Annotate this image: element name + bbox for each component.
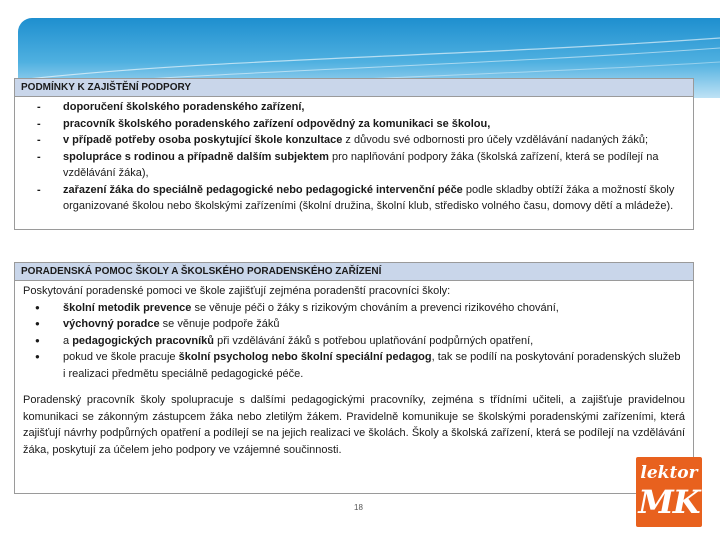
lektor-mk-logo xyxy=(636,457,702,527)
list-item: - v případě potřeby osoba poskytující škole konzultace z důvodu své odbornosti pro účely vzdělávání nadaných žáků; xyxy=(23,132,685,149)
counseling-intro: Poskytování poradenské pomoci ve škole zajišťují zejména poradenští pracovníci školy: xyxy=(23,285,451,297)
logo-text-bottom: MK xyxy=(638,483,700,521)
support-conditions-box xyxy=(14,78,694,230)
list-item: - spolupráce s rodinou a případně dalším subjektem pro naplňování podpory žáka (školská zařízení, která se podílejí na vzdělávání žáka), xyxy=(23,149,685,182)
logo-text-top: lektor xyxy=(640,463,698,483)
list-item: ● a pedagogických pracovníků při vzdělávání žáků s potřebou uplatňování podpůrných opatření, xyxy=(23,333,685,350)
list-item: - doporučení školského poradenského zařízení, xyxy=(23,99,685,116)
list-item: ● školní metodik prevence se věnuje péči o žáky s rizikovým chováním a prevenci rizikového chování, xyxy=(23,300,685,317)
list-item: ● pokud ve škole pracuje školní psycholog nebo školní speciální pedagog, tak se podílí na poskytování poradenských služeb i realizaci předmětu speciálně pedagogické péče. xyxy=(23,349,685,382)
list-item: - pracovník školského poradenského zařízení odpovědný za komunikaci se školou, xyxy=(23,116,685,133)
counseling-paragraph: Poradenský pracovník školy spolupracuje s dalšími pedagogickými pracovníky, zejména s třídními učiteli, a zajišťuje pravidelnou komunikaci se zákonným zástupcem žáka nebo zletilým žákem. Pravidelně komunikuje se školskými poradenskými zařízeními, která zajišťují návrhy podpůrných opatření a podílejí se na jejich realizaci ve školách. Školy a školská zařízení, která se podílejí na vzdělávání žáka, poskytují za účelem jeho podpory ve vzájemné součinnosti. xyxy=(23,394,685,456)
counseling-list xyxy=(23,300,685,383)
counseling-support-header: PORADENSKÁ POMOC ŠKOLY A ŠKOLSKÉHO PORADENSKÉHO ZAŘÍZENÍ xyxy=(15,263,693,281)
support-conditions-list xyxy=(23,99,685,215)
list-item: ● výchovný poradce se věnuje podpoře žáků xyxy=(23,316,685,333)
support-conditions-header: PODMÍNKY K ZAJIŠTĚNÍ PODPORY xyxy=(15,79,693,97)
counseling-support-box xyxy=(14,262,694,494)
page-number: 18 xyxy=(354,503,363,512)
list-item: - zařazení žáka do speciálně pedagogické nebo pedagogické intervenční péče podle skladby obtíží žáka a možností školy organizované školou nebo školskými zařízeními (školní družina, školní klub, středisko volného času, domovy dětí a mládeže). xyxy=(23,182,685,215)
